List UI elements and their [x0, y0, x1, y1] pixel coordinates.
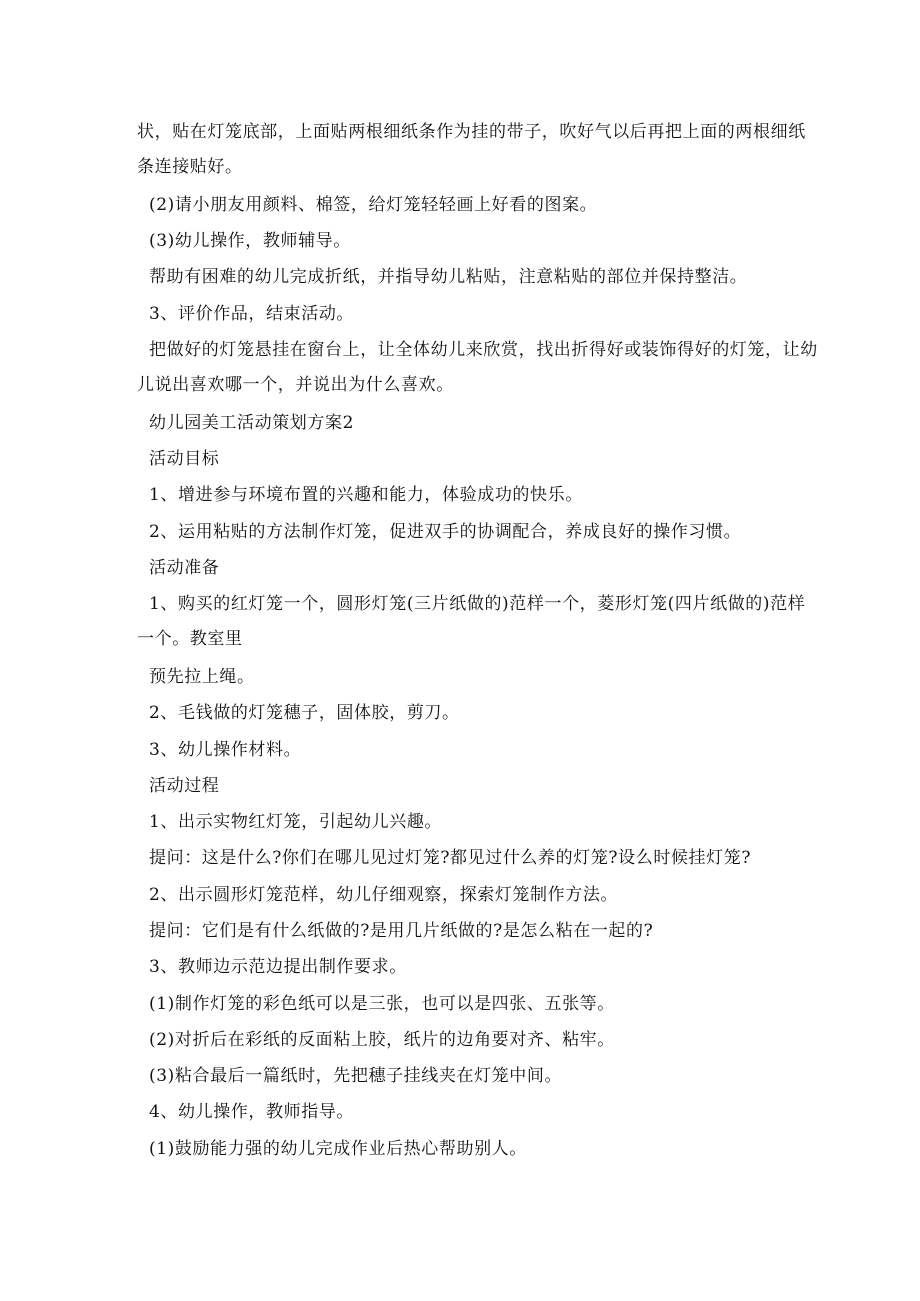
text-line: 4、幼儿操作，教师指导。: [149, 1102, 355, 1122]
text-line: (3)幼儿操作，教师辅导。: [149, 231, 351, 251]
section-heading: 活动过程: [149, 776, 220, 796]
text-line: 3、教师边示范边提出制作要求。: [149, 957, 407, 977]
text-line: 儿说出喜欢哪一个，并说出为什么喜欢。: [137, 375, 454, 395]
text-line: (2)请小朋友用颜料、棉签，给灯笼轻轻画上好看的图案。: [149, 195, 598, 215]
text-line: (1)鼓励能力强的幼儿完成作业后热心帮助别人。: [149, 1139, 527, 1159]
text-line: 帮助有困难的幼儿完成折纸，并指导幼儿粘贴，注意粘贴的部位并保持整洁。: [149, 267, 748, 287]
text-line: 把做好的灯笼悬挂在窗台上，让全体幼儿来欣赏，找出折得好或装饰得好的灯笼，让幼: [149, 340, 818, 360]
text-line: 状，贴在灯笼底部，上面贴两根细纸条作为挂的带子，吹好气以后再把上面的两根细纸: [137, 122, 806, 142]
text-line: 条连接贴好。: [137, 157, 243, 177]
text-line: 1、购买的红灯笼一个，圆形灯笼(三片纸做的)范样一个，菱形灯笼(四片纸做的)范样: [149, 594, 806, 614]
text-line: (3)粘合最后一篇纸时，先把穗子挂线夹在灯笼中间。: [149, 1066, 563, 1086]
text-line: 2、毛钱做的灯笼穗子，固体胶，剪刀。: [149, 703, 460, 723]
section-heading: 幼儿园美工活动策划方案2: [149, 413, 355, 433]
text-line: 2、出示圆形灯笼范样，幼儿仔细观察，探索灯笼制作方法。: [149, 885, 619, 905]
text-line: 提问：它们是有什么纸做的?是用几片纸做的?是怎么粘在一起的?: [149, 921, 654, 941]
section-heading: 活动准备: [149, 558, 220, 578]
text-line: (1)制作灯笼的彩色纸可以是三张，也可以是四张、五张等。: [149, 994, 615, 1014]
text-line: 3、评价作品，结束活动。: [149, 304, 355, 324]
text-line: 预先拉上绳。: [149, 667, 255, 687]
text-line: 提问：这是什么?你们在哪儿见过灯笼?都见过什么养的灯笼?设么时候挂灯笼?: [149, 848, 752, 868]
text-line: 1、出示实物红灯笼，引起幼儿兴趣。: [149, 812, 443, 832]
text-line: (2)对折后在彩纸的反面粘上胶，纸片的边角要对齐、粘牢。: [149, 1030, 615, 1050]
section-heading: 活动目标: [149, 449, 220, 469]
text-line: 一个。教室里: [137, 629, 243, 649]
text-line: 1、增进参与环境布置的兴趣和能力，体验成功的快乐。: [149, 485, 583, 505]
text-line: 2、运用粘贴的方法制作灯笼，促进双手的协调配合，养成良好的操作习惯。: [149, 522, 742, 542]
text-line: 3、幼儿操作材料。: [149, 740, 302, 760]
